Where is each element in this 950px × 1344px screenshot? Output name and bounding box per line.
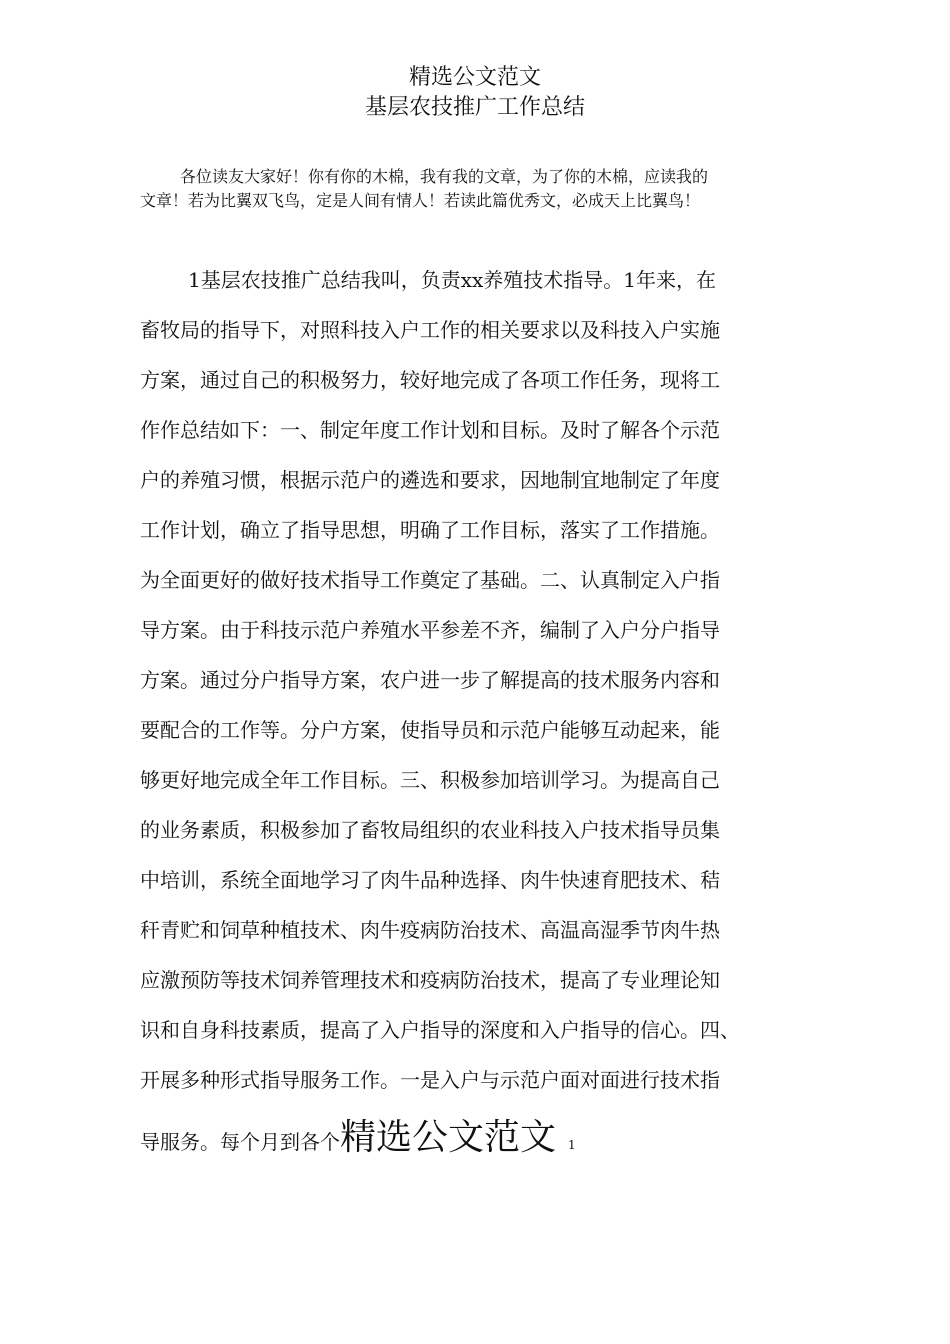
- footer-title: 精选公文范文: [340, 1117, 557, 1158]
- body-line: 要配合的工作等。分户方案，使指导员和示范户能够互动起来，能: [140, 718, 720, 742]
- body-line: 应激预防等技术饲养管理技术和疫病防治技术，提高了专业理论知: [140, 968, 720, 992]
- body-line: 开展多种形式指导服务工作。一是入户与示范户面对面进行技术指: [140, 1068, 720, 1092]
- page-number: 1: [568, 1138, 576, 1152]
- body-line: 的业务素质，积极参加了畜牧局组织的农业科技入户技术指导员集: [140, 818, 720, 842]
- body-paragraph: [140, 263, 840, 1170]
- body-line: 为全面更好的做好技术指导工作奠定了基础。二、认真制定入户指: [140, 568, 720, 592]
- header-title: 精选公文范文: [408, 65, 541, 90]
- greeting-line: 各位读友大家好！你有你的木棉，我有我的文章，为了你的木棉，应读我的: [180, 167, 709, 186]
- body-line: 户的养殖习惯，根据示范户的遴选和要求，因地制宜地制定了年度: [140, 468, 720, 492]
- body-line: 识和自身科技素质，提高了入户指导的深度和入户指导的信心。四、: [140, 1018, 740, 1042]
- body-line: 中培训，系统全面地学习了肉牛品种选择、肉牛快速育肥技术、秸: [140, 868, 720, 892]
- body-line: 方案，通过自己的积极努力，较好地完成了各项工作任务，现将工: [140, 368, 720, 392]
- body-line-text: 导服务。每个月到各个: [140, 1130, 340, 1154]
- document-title: 基层农技推广工作总结: [364, 95, 585, 120]
- body-line: 工作计划，确立了指导思想，明确了工作目标，落实了工作措施。: [140, 518, 720, 542]
- greeting-paragraph: [140, 165, 830, 213]
- body-line: 秆青贮和饲草种植技术、肉牛疫病防治技术、高温高湿季节肉牛热: [140, 918, 720, 942]
- body-line: 畜牧局的指导下，对照科技入户工作的相关要求以及科技入户实施: [140, 318, 720, 342]
- body-line: 导方案。由于科技示范户养殖水平参差不齐，编制了入户分户指导: [140, 618, 720, 642]
- greeting-line: 文章！若为比翼双飞鸟，定是人间有情人！若读此篇优秀文，必成天上比翼鸟！: [140, 191, 701, 210]
- body-line: 够更好地完成全年工作目标。三、积极参加培训学习。为提高自己: [140, 768, 720, 792]
- body-line: 作作总结如下：一、制定年度工作计划和目标。及时了解各个示范: [140, 418, 720, 442]
- body-line: 1基层农技推广总结我叫，负责xx养殖技术指导。1年来，在: [188, 268, 717, 292]
- body-last-line: [140, 1113, 840, 1170]
- body-line: 方案。通过分户指导方案，农户进一步了解提高的技术服务内容和: [140, 668, 720, 692]
